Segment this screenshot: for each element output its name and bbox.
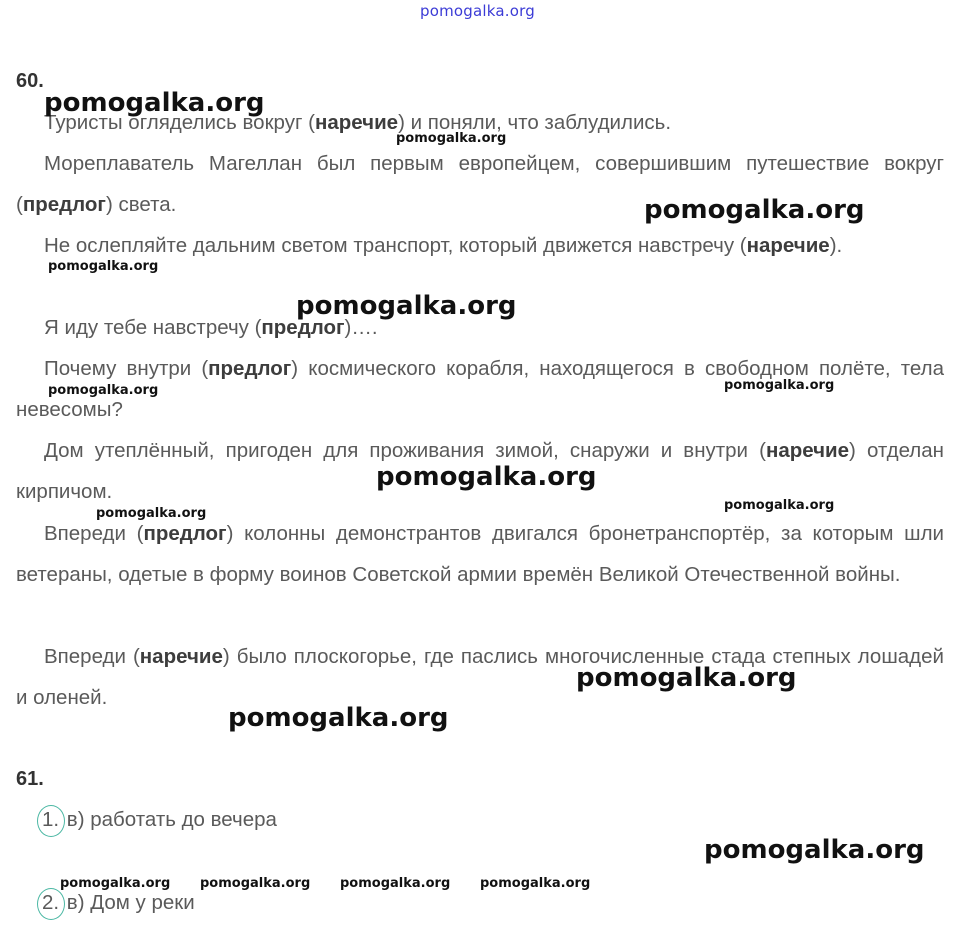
watermark: pomogalka.org: [704, 835, 925, 865]
exercise-60-paragraph-2: Мореплаватель Магеллан был первым европейцем, совершившим путешествие вокруг (предлог) света.: [16, 152, 944, 216]
watermark: pomogalka.org: [396, 131, 507, 146]
watermark: pomogalka.org: [96, 506, 207, 521]
grammar-term: наречие: [139, 645, 223, 668]
exercise-60-paragraph-7: Впереди (предлог) колонны демонстрантов двигался бронетранспортёр, за которым шли ветераны, одетые в форму воинов Советской армии времён Великой Отечественной войны.: [16, 522, 944, 586]
watermark: pomogalka.org: [48, 259, 159, 274]
grammar-term: предлог: [261, 316, 345, 339]
watermark: pomogalka.org: [296, 291, 517, 321]
exercise-60-paragraph-1: Туристы огляделись вокруг (наречие) и поняли, что заблудились.: [44, 111, 672, 134]
exercise-60-number: 60.: [16, 70, 44, 92]
watermark: pomogalka.org: [44, 88, 265, 118]
exercise-60-paragraph-4: Я иду тебе навстречу (предлог)….: [44, 316, 378, 339]
watermark: pomogalka.org: [228, 703, 449, 733]
watermark: pomogalka.org: [724, 378, 835, 393]
watermark: pomogalka.org: [724, 498, 835, 513]
grammar-term: наречие: [746, 234, 830, 257]
watermark: pomogalka.org: [200, 876, 311, 891]
watermark: pomogalka.org: [60, 876, 171, 891]
grammar-term: наречие: [765, 439, 850, 462]
answer-number-circled: 1.: [42, 808, 60, 831]
exercise-61-answer-1: [40, 808, 277, 832]
watermark: pomogalka.org: [376, 462, 597, 492]
answer-text: в) работать до вечера: [61, 808, 277, 831]
grammar-term: предлог: [22, 193, 106, 216]
exercise-60-paragraph-5: Почему внутри (предлог) космического корабля, находящегося в свободном полёте, тела невесомы?: [16, 357, 944, 421]
exercise-61-answer-2: [40, 891, 195, 915]
grammar-term: наречие: [314, 111, 399, 134]
exercise-60-paragraph-8: Впереди (наречие) было плоскогорье, где паслись многочисленные стада степных лошадей и оленей.: [16, 645, 944, 709]
exercise-61-number: 61.: [16, 768, 44, 790]
grammar-term: предлог: [143, 522, 227, 545]
answer-text: в) Дом у реки: [61, 891, 195, 914]
watermark: pomogalka.org: [340, 876, 451, 891]
exercise-60-paragraph-3: Не ослепляйте дальним светом транспорт, который движется навстречу (наречие).: [44, 234, 843, 257]
header-site-link[interactable]: pomogalka.org: [420, 2, 535, 20]
exercise-60-paragraph-6: Дом утеплённый, пригоден для проживания зимой, снаружи и внутри (наречие) отделан кирпичом.: [16, 439, 944, 503]
watermark: pomogalka.org: [48, 383, 159, 398]
watermark: pomogalka.org: [576, 663, 797, 693]
grammar-term: предлог: [208, 357, 292, 380]
answer-number-circled: 2.: [42, 891, 60, 914]
watermark: pomogalka.org: [644, 195, 865, 225]
watermark: pomogalka.org: [480, 876, 591, 891]
